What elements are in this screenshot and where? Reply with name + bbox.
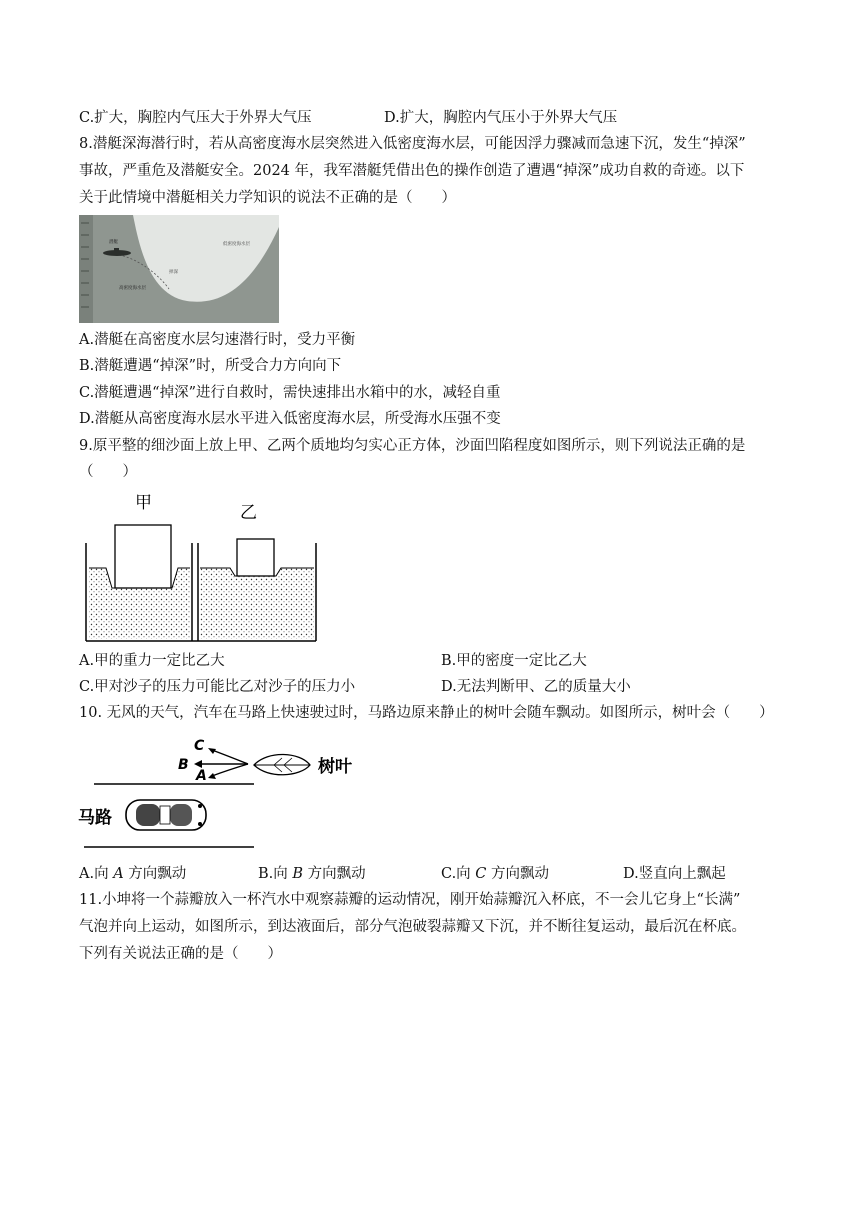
q11-stem-line-2: 气泡并向上运动，如图所示，到达液面后，部分气泡破裂蒜瓣又下沉，并不断往复运动，最后沉在杯底。 — [79, 919, 746, 935]
q10-option-b-suffix: 方向飘动 — [303, 866, 366, 882]
submarine-depth-figure — [79, 215, 279, 327]
q10-option-d: D.竖直向上飘起 — [623, 866, 726, 882]
arrow-label-b: B — [178, 757, 189, 773]
figure-label-low-density: 低密度海水层 — [223, 242, 250, 247]
q9-option-b: B.甲的密度一定比乙大 — [441, 653, 587, 669]
q10-stem: 10. 无风的天气，汽车在马路上快速驶过时，马路边原来静止的树叶会随车飘动。如图所示，树叶会（ ） — [79, 705, 774, 721]
q9-option-a: A.甲的重力一定比乙大 — [79, 653, 225, 669]
cube-jia — [115, 525, 171, 588]
q8-option-b: B.潜艇遭遇“掉深”时，所受合力方向向下 — [79, 358, 342, 374]
q9-option-c: C.甲对沙子的压力可能比乙对沙子的压力小 — [79, 679, 356, 695]
q8-option-c: C.潜艇遭遇“掉深”进行自救时，需快速排出水箱中的水，减轻自重 — [79, 385, 501, 401]
figure-label-high-density: 高密度海水层 — [119, 286, 146, 291]
arrow-label-a: A — [196, 768, 207, 784]
q10-option-c-suffix: 方向飘动 — [486, 866, 550, 882]
q10-option-a-prefix: A.向 — [79, 866, 114, 882]
q10-option-a-suffix: 方向飘动 — [123, 866, 187, 882]
q10-option-c-letter: C — [475, 866, 487, 882]
q8-option-d: D.潜艇从高密度海水层水平进入低密度海水层，所受海水压强不变 — [79, 411, 501, 427]
leaf-icon — [254, 754, 310, 774]
q10-option-b-prefix: B.向 — [258, 866, 293, 882]
car-icon — [126, 800, 206, 830]
car-leaf-figure — [78, 732, 368, 856]
sand-cubes-figure — [80, 488, 322, 650]
q9-stem-line-1: 9.原平整的细沙面上放上甲、乙两个质地均匀实心正方体，沙面凹陷程度如图所示，则下列说法正确的是 — [79, 438, 746, 454]
arrow-label-c: C — [194, 738, 205, 754]
q10-option-a — [79, 864, 186, 884]
q11-stem-line-1: 11.小坤将一个蒜瓣放入一杯汽水中观察蒜瓣的运动情况，刚开始蒜瓣沉入杯底，不一会儿它身上“长满” — [79, 892, 741, 908]
q7-option-d: D.扩大，胸腔内气压小于外界大气压 — [384, 110, 618, 126]
label-yi: 乙 — [240, 503, 257, 523]
label-jia: 甲 — [135, 493, 152, 513]
q10-option-b — [258, 864, 366, 884]
cube-yi — [237, 539, 274, 576]
road-label: 马路 — [78, 808, 112, 828]
q8-stem-line-3: 关于此情境中潜艇相关力学知识的说法不正确的是（ ） — [79, 190, 456, 206]
q7-option-c: C.扩大，胸腔内气压大于外界大气压 — [79, 110, 312, 126]
leaf-label: 树叶 — [318, 757, 352, 777]
q8-stem-line-2: 事故，严重危及潜艇安全。2024 年，我军潜艇凭借出色的操作创造了遭遇“掉深”成功自救的奇迹。以下 — [79, 163, 745, 179]
q10-option-c — [441, 864, 549, 884]
q9-stem-line-2: （ ） — [79, 464, 137, 480]
q10-option-c-prefix: C.向 — [441, 866, 476, 882]
q8-option-a: A.潜艇在高密度水层匀速潜行时，受力平衡 — [79, 332, 356, 348]
q10-option-a-letter: A — [113, 866, 124, 882]
figure-label-fall: 掉深 — [169, 270, 178, 275]
q11-stem-line-3: 下列有关说法正确的是（ ） — [79, 946, 282, 962]
q10-option-b-letter: B — [292, 866, 304, 882]
q9-option-d: D.无法判断甲、乙的质量大小 — [441, 679, 631, 695]
q8-stem-line-1: 8.潜艇深海潜行时，若从高密度海水层突然进入低密度海水层，可能因浮力骤减而急速下沉，发生“掉深” — [79, 136, 746, 152]
figure-label-submarine: 潜艇 — [109, 240, 118, 245]
